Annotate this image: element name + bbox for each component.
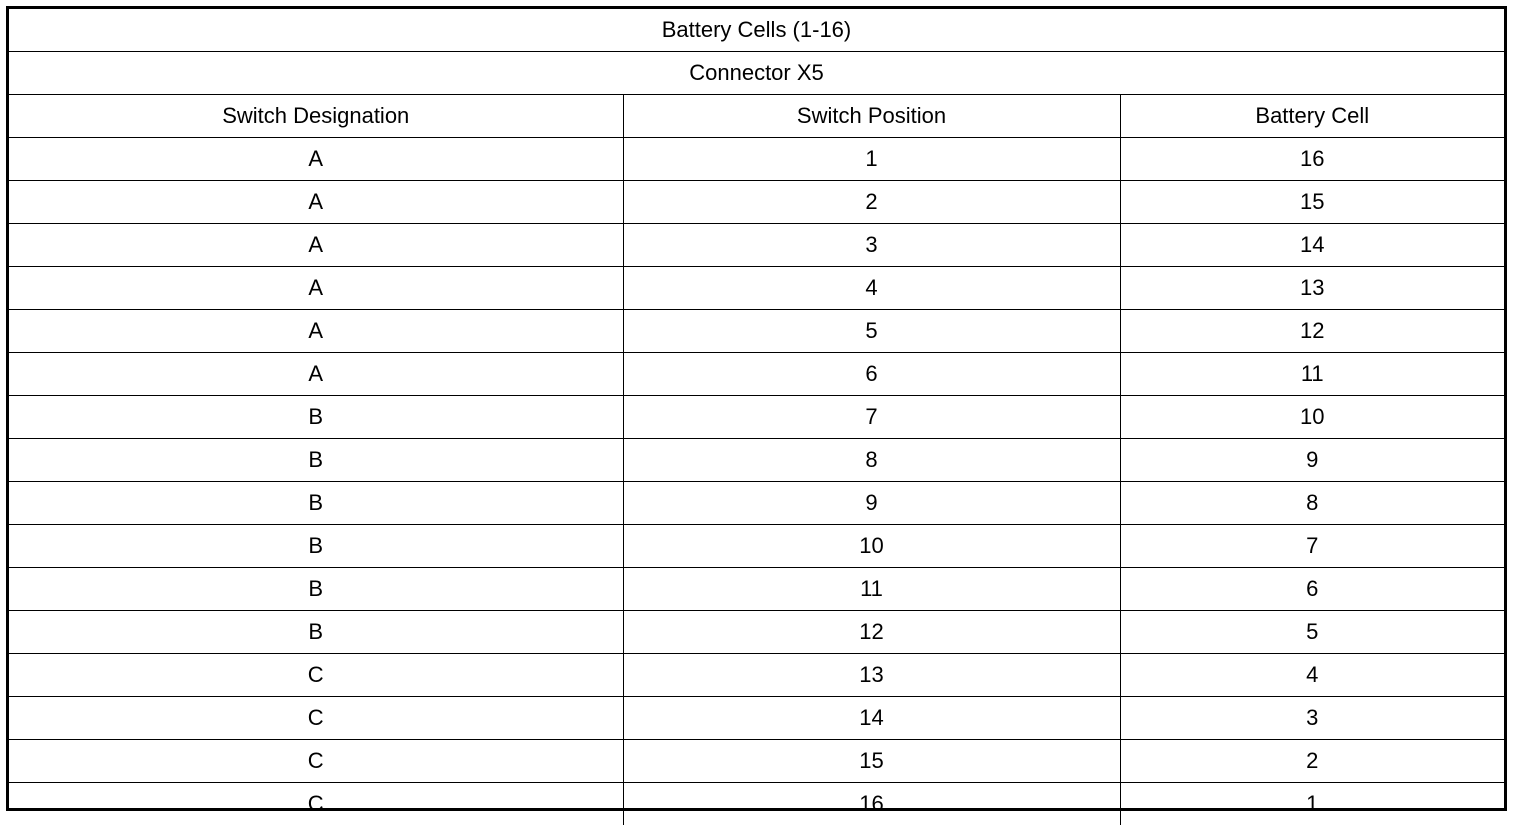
cell-switch-designation: B — [9, 525, 623, 568]
table-row — [9, 353, 1504, 396]
cell-switch-position: 10 — [623, 525, 1120, 568]
cell-switch-position: 4 — [623, 267, 1120, 310]
battery-cells-table — [9, 9, 1504, 825]
table-row — [9, 611, 1504, 654]
table-row — [9, 482, 1504, 525]
cell-battery-cell: 1 — [1120, 783, 1504, 825]
table-row — [9, 568, 1504, 611]
table-body — [9, 9, 1504, 825]
cell-switch-position: 14 — [623, 697, 1120, 740]
table-row — [9, 783, 1504, 825]
cell-battery-cell: 16 — [1120, 138, 1504, 181]
cell-switch-position: 16 — [623, 783, 1120, 825]
cell-battery-cell: 14 — [1120, 224, 1504, 267]
title-row — [9, 9, 1504, 52]
cell-switch-position: 8 — [623, 439, 1120, 482]
header-battery-cell: Battery Cell — [1120, 95, 1504, 138]
cell-switch-designation: B — [9, 611, 623, 654]
cell-switch-designation: B — [9, 439, 623, 482]
table-row — [9, 439, 1504, 482]
cell-switch-position: 13 — [623, 654, 1120, 697]
cell-switch-position: 11 — [623, 568, 1120, 611]
cell-switch-designation: C — [9, 697, 623, 740]
cell-battery-cell: 3 — [1120, 697, 1504, 740]
table-row — [9, 654, 1504, 697]
cell-switch-designation: C — [9, 740, 623, 783]
cell-battery-cell: 6 — [1120, 568, 1504, 611]
cell-battery-cell: 2 — [1120, 740, 1504, 783]
cell-switch-designation: A — [9, 224, 623, 267]
table-subtitle: Connector X5 — [9, 52, 1504, 95]
cell-switch-designation: B — [9, 396, 623, 439]
table-row — [9, 181, 1504, 224]
cell-switch-designation: A — [9, 353, 623, 396]
cell-switch-designation: A — [9, 310, 623, 353]
cell-battery-cell: 4 — [1120, 654, 1504, 697]
table-row — [9, 267, 1504, 310]
cell-battery-cell: 12 — [1120, 310, 1504, 353]
table-row — [9, 697, 1504, 740]
battery-cells-table-frame — [6, 6, 1507, 811]
table-row — [9, 525, 1504, 568]
cell-battery-cell: 9 — [1120, 439, 1504, 482]
cell-switch-position: 15 — [623, 740, 1120, 783]
cell-switch-position: 12 — [623, 611, 1120, 654]
cell-switch-designation: A — [9, 181, 623, 224]
table-row — [9, 740, 1504, 783]
cell-switch-designation: C — [9, 654, 623, 697]
cell-battery-cell: 10 — [1120, 396, 1504, 439]
cell-switch-designation: B — [9, 482, 623, 525]
cell-battery-cell: 13 — [1120, 267, 1504, 310]
cell-battery-cell: 11 — [1120, 353, 1504, 396]
header-switch-position: Switch Position — [623, 95, 1120, 138]
header-row — [9, 95, 1504, 138]
header-switch-designation: Switch Designation — [9, 95, 623, 138]
cell-battery-cell: 7 — [1120, 525, 1504, 568]
subtitle-row — [9, 52, 1504, 95]
cell-switch-position: 2 — [623, 181, 1120, 224]
cell-battery-cell: 8 — [1120, 482, 1504, 525]
table-title: Battery Cells (1-16) — [9, 9, 1504, 52]
table-row — [9, 396, 1504, 439]
cell-switch-position: 1 — [623, 138, 1120, 181]
table-row — [9, 310, 1504, 353]
cell-switch-position: 5 — [623, 310, 1120, 353]
cell-switch-designation: A — [9, 138, 623, 181]
cell-battery-cell: 5 — [1120, 611, 1504, 654]
table-row — [9, 138, 1504, 181]
cell-switch-designation: B — [9, 568, 623, 611]
cell-battery-cell: 15 — [1120, 181, 1504, 224]
cell-switch-position: 7 — [623, 396, 1120, 439]
table-row — [9, 224, 1504, 267]
cell-switch-position: 6 — [623, 353, 1120, 396]
cell-switch-designation: C — [9, 783, 623, 825]
cell-switch-designation: A — [9, 267, 623, 310]
cell-switch-position: 3 — [623, 224, 1120, 267]
cell-switch-position: 9 — [623, 482, 1120, 525]
